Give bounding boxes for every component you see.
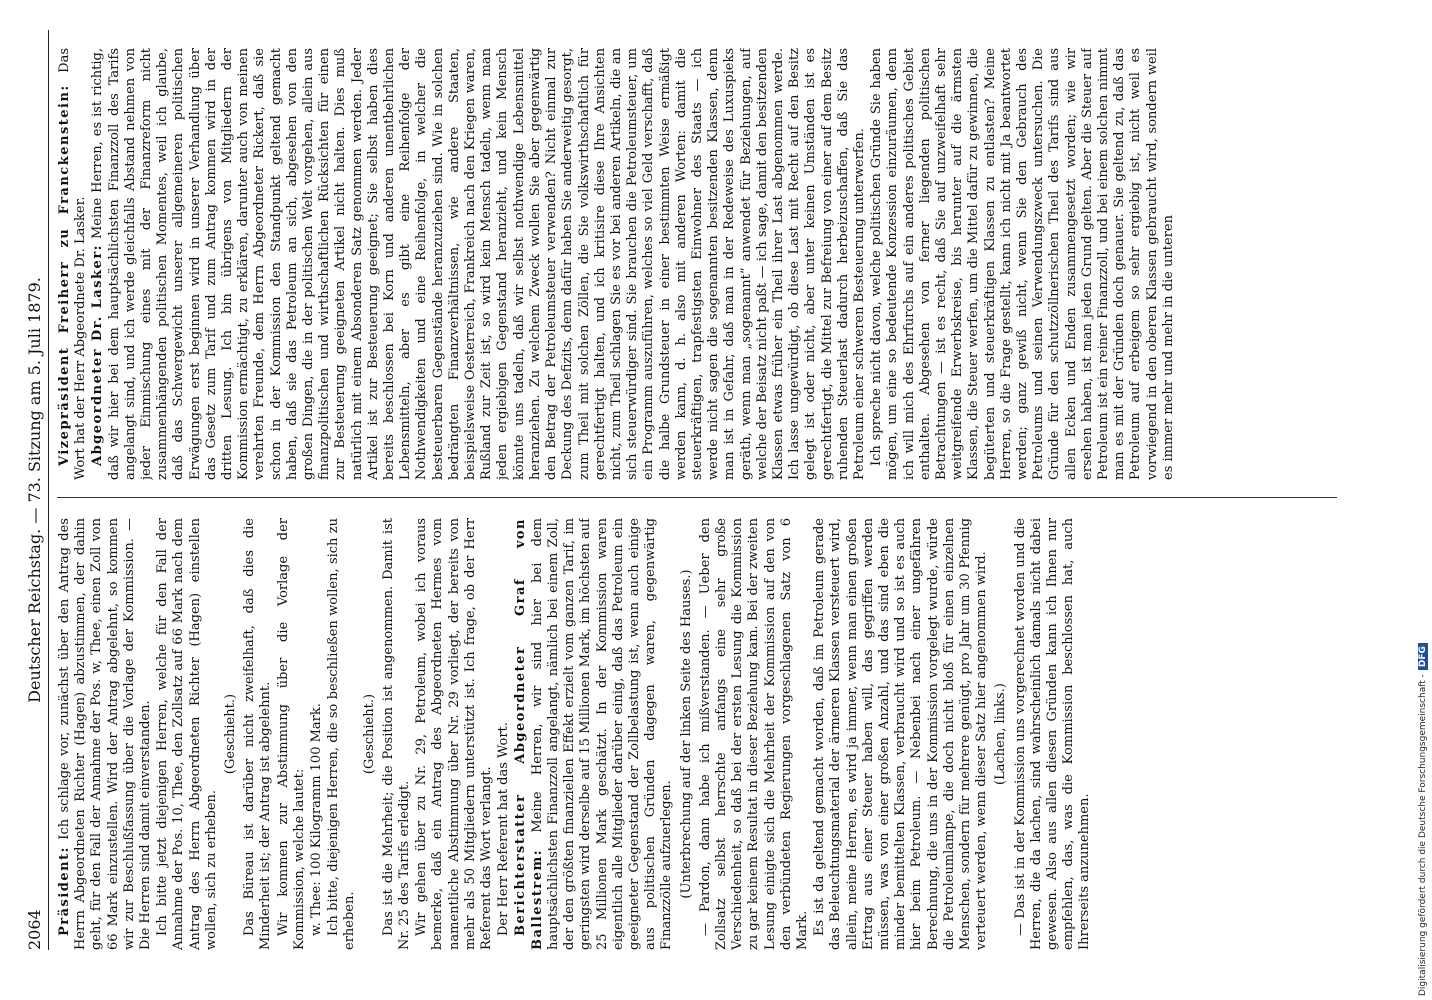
stage-direction: (Lachen, links.) <box>993 683 1009 785</box>
speaker-name: Abgeordneter Dr. Lasker: <box>90 244 106 466</box>
paragraph-text: Ich bitte, diejenigen Herren, die so beschließen wollen, sich zu erheben. <box>326 518 358 950</box>
running-title: Deutscher Reichstag. — 73. Sitzung am 5. Juli 1879. <box>25 277 44 703</box>
paragraph-text: — Das ist in der Kommission uns vorgerechnet worden und die Herren, die da lachen, sind wahrscheinlich damals nicht dabei gewesen. Also aus allen diesen Gründen kann ich Ihnen nur empfehlen, das, was die Kommission beschlossen hat, auch Ihrerseits anzunehmen. <box>1012 518 1093 950</box>
stage-direction: (Unterbrechung auf der linken Seite des Hauses.) <box>678 569 694 899</box>
paragraph <box>513 518 675 950</box>
paragraph-text: Das Wort hat der Herr Abgeordnete Dr. Lasker. <box>57 48 89 480</box>
stage-direction: (Geschieht.) <box>361 693 377 775</box>
paragraph-text: Wir kommen zur Abstimmung über die Vorlage der Kommission, welche lautet: <box>275 518 307 950</box>
paragraph <box>242 518 274 950</box>
paragraph <box>414 518 495 950</box>
stage-direction: (Geschieht.) <box>223 693 239 775</box>
digitization-footer <box>1418 643 1428 996</box>
paragraph <box>812 518 990 950</box>
running-head <box>24 30 49 950</box>
right-column <box>57 48 1337 480</box>
text-columns <box>57 30 1337 950</box>
document-page <box>24 30 1344 950</box>
footer-text: Digitalisierung gefördert durch die Deutsche Forschungsgemeinschaft - <box>1418 674 1428 996</box>
paragraph-text: Das ist die Mehrheit; die Position ist angenommen. Damit ist Nr. 25 des Tarifs erledigt. <box>380 518 413 950</box>
paragraph-text: Es ist da geltend gemacht worden, daß im Petroleum gerade das Beleuchtungsmaterial der ärmeren Klassen versteuert wird, allein, meine Herren, es wird ja immer, wenn man einen großen Ertrag aus einer Steuer haben will, das gegriffen werden müssen, was von einer großen Anzahl, und das sind eben die minder bemittelten Klassen, verbraucht wird und so ist es auch hier beim Petroleum. — Nebenbei nach einer ungefähren Berechnung, die uns in der Kommission vorgelegt wurde, würde die Petroleumlampe, die doch nicht bloß für einen einzelnen Menschen, sondern für mehrere genügt, pro Jahr um 30 Pfennig verteuert werden, wenn dieser Satz hier angenommen wird. <box>812 518 990 950</box>
paragraph <box>276 518 308 950</box>
speaker-name: Berichterstatter Abgeordneter Graf von Ballestrem: <box>513 518 545 950</box>
paragraph <box>309 518 325 950</box>
paragraph <box>155 518 220 950</box>
paragraph <box>57 518 154 950</box>
paragraph-text: Meine Herren, es ist richtig, daß wir hier bei dem hauptsächlichsten Finanzzoll des Tarifs angelangt sind, und ich werde gleichfalls Abstand nehmen von jeder Einmischung eines mit der Finanzreform nicht zusammenhängenden politischen Momentes, weil ich glaube, daß das Schwergewicht unserer allgemeineren politischen Erwägungen erst beginnen wird in unserer Verhandlung über das Gesetz zum Tarif und zum Antrag kommen wird in der dritten Lesung. Ich bin übrigens von Mitgliedern der Kommission ermächtigt, zu erklären, darunter auch von meinen verehrten Freunde, dem Herrn Abgeordneter Rickert, daß sie schon in der Kommission den Standpunkt geltend gemacht haben, daß sie das Petroleum an sich, abgesehen von den großen Dingen, die in der politischen Welt vorgehen, allein aus finanzpolitischen und wirthschaftlichen Rücksichten für einen zur Besteuerung geeigneten Artikel nicht halten. Dies muß natürlich mit einem Absonderen Satz genommen werden. Jeder Artikel ist zur Besteuerung geeignet; Sie selbst haben dies bereits beschlossen bei Korn und anderen unentbehrlichen Lebensmitteln, aber es gibt eine Reihenfolge der Nothwendigkeiten und eine Reihenfolge, in welcher die besteuerbaren Gegenstände heranzuziehen sind. Wie in solchen bedrängten Finanzverhältnissen, wie andere Staaten, beispielsweise Oesterreich, Frankreich nach den Kriegen waren, Rußland zur Zeit ist, so wird kein Mensch tadeln, wenn man jeden ergiebigen Gegenstand heranzieht, und kein Mensch könnte uns tadeln, daß wir selbst nothwendige Lebensmittel heranziehen. Zu welchem Zweck wollen Sie aber gegenwärtig den Betrag der Petroleumsteuer verwenden? Nicht einmal zur Deckung des Defizits, denn dafür haben Sie anderweitig gesorgt, zum Theil mit solchen Zöllen, die Sie volkswirthschaftlich für gerechtfertigt halten, und ich kritisire diese Ihre Ansichten nicht, zum Theil schlagen Sie es vor bei anderen Artikeln, die an sich steuerwürdiger sind. Sie brauchen die Petroleumsteuer, um ein Programm auszuführen, welches so viel Geld verschafft, daß die halbe Grundsteuer in einer bestimmten Weise ermäßigt werden kann, d. h. also mit anderen Worten: damit die steuerkräftigen, trapfestigsten Einwohner des Staats — ich werde nicht sagen die sogenannten besitzenden Klassen, denn man ist in Gefahr, daß man in der Redeweise des Luxuspieks geräth, wenn man „sogenannt“ anwendet für Beziehungen, auf welche der Beisatz nicht paßt — ich sage, damit den besitzenden Klassen etwas früher ein Theil ihrer Last abgenommen werde. Ich lasse ungewürdigt, ob diese Last mit Recht auf den Besitz gelegt ist oder nicht, aber unter keinen Umständen ist es gerechtfertigt, die Mittel zur Befreiung von einer auf dem Besitz ruhenden Steuerlast dadurch herbeizuschaffen, daß Sie das Petroleum einer schweren Besteuerung unterwerfen. <box>90 48 867 480</box>
paragraph-text: Ich bitte jetzt diejenigen Herren, welche für den Fall der Annahme der Pos. 10, Thee, den Zollsatz auf 66 Mark nach dem Antrag des Herrn Abgeordneten Richter (Hagen) einstellen wollen, sich zu erheben. <box>155 518 219 950</box>
dfg-logo: DFG <box>1418 643 1428 670</box>
paragraph <box>381 518 413 950</box>
paragraph-text: Meine Herren, wir sind hier bei dem hauptsächlichsten Finanzzoll angelangt, nämlich bei einem Zoll, der den größten finanziellen Effekt erzielt vom ganzen Tarif, im geringsten wird derselbe auf 15 Millionen Mark, im höchsten auf 25 Millionen Mark geschätzt. In der Kommission waren eigentlich alle Mitglieder darüber einig, daß das Petroleum ein geeigneter Gegenstand der Zollbelastung ist, wenn auch einige aus politischen Gründen dagegen waren, gegenwärtig Finanzzölle aufzuerlegen. <box>529 518 675 950</box>
paragraph-text: Das Büreau ist darüber nicht zweifelhaft, daß dies die Minderheit ist; der Antrag ist abgelehnt. <box>242 518 274 950</box>
paragraph-text: Ich spreche nicht davon, welche politischen Gründe Sie haben mögen, um eine so bedeutende Konzession einzuräumen, denn ich will mich des Ehrfurchs auf ein anderes politisches Gebiet enthalten. Abgesehen von ferner liegenden politischen Betrachtungen — ist es recht, daß Sie auf unzweifelhaft sehr weitgreifende Erwerbskreise, bis herunter auf die ärmsten Klassen, die Steuer werfen, um die Mittel dafür zu gewinnen, die begüterten und steuerkräftigen Klassen zu entlasten? Meine Herren, so die Frage gestellt, kann ich nicht mit Ja beantwortet werden; ganz gewiß nicht, wenn Sie den Gebrauch des Petroleums und seinen Verwendungszweck untersuchen. Die Gründe für den schutzzöllnerischen Theil des Tarifs sind aus allen Ecken und Enden zusammengesetzt worden; wie wir ersehen haben, ist man jeden Grund gelten. Aber die Steuer auf Petroleum ist ein reiner Finanzzoll, und bei einem solchen nimmt man es mit der Gründen doch genauer. Sie geltend zu, daß das Petroleum auf erbeigem so sehr ergiebig ist, nicht weil es vorwiegend in den oberen Klassen gebraucht wird, sondern weil es immer mehr und mehr in die unteren <box>869 48 1176 480</box>
column-divider <box>57 497 1337 498</box>
page-number: 2064 <box>25 909 44 950</box>
paragraph <box>90 48 868 480</box>
paragraph-text: — Pardon, dann habe ich mißverstanden. — Ueber den Zollsatz selbst herrschte anfangs eine sehr große Verschiedenheit, so daß bei der ersten Lesung die Kommission zu gar keinem Resultat in dieser Beziehung kam. Bei der zweiten Lesung einigte sich die Mehrheit der Kommission auf den von den verbündeten Regierungen vorgeschlagenen Satz von 6 Mark. <box>697 518 810 950</box>
paragraph <box>869 48 1177 480</box>
paragraph <box>57 48 89 480</box>
paragraph <box>1013 518 1094 950</box>
paragraph <box>326 518 358 950</box>
paragraph-text: Der Herr Referent hat das Wort. <box>496 722 512 936</box>
paragraph-text: Ich schlage vor, zunächst über den Antrag des Herrn Abgeordneten Richter (Hagen) abzustimmen, der dahin geht, für den Fall der Annahme der Pos. w, Thee, einen Zoll von 66 Mark einzustellen. Wird der Antrag abgelehnt, so kommen wir zur Beschlußfassung über die Vorlage der Kommission. — Die Herren sind damit einverstanden. <box>57 518 154 950</box>
paragraph <box>698 518 811 950</box>
paragraph-text: Wir gehen über zu Nr. 29, Petroleum, wobei ich voraus bemerke, daß ein Antrag des Abgeordneten Hermes vom namentliche Abstimmung über Nr. 29 vorliegt, der bereits von mehr als 50 Mitgliedern unterstützt ist. Ich frage, ob der Herr Referent das Wort verlangt. <box>414 518 495 950</box>
paragraph <box>496 518 512 950</box>
paragraph-text: w. Thee: 100 Kilogramm 100 Mark. <box>309 703 325 936</box>
left-column <box>57 518 1337 950</box>
speaker-name: Vizepräsident Freiherr zu Franckenstein: <box>57 84 72 466</box>
speaker-name: Präsident: <box>57 846 72 936</box>
